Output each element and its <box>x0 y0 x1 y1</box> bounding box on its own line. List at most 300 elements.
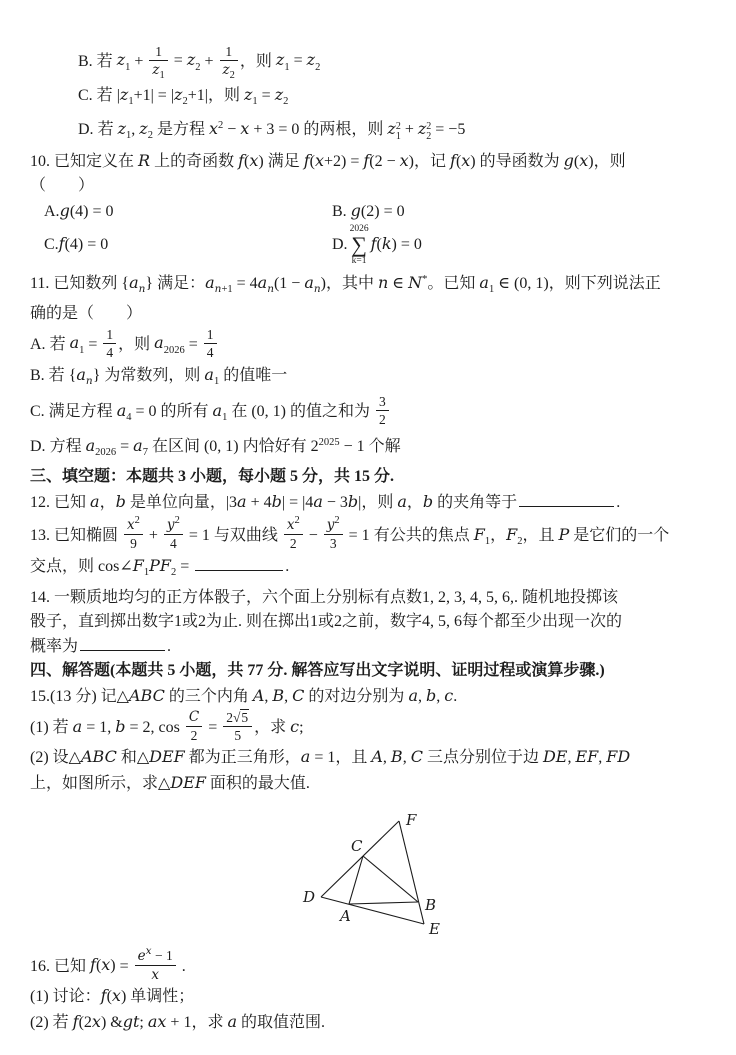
text-run: 2 <box>226 710 233 726</box>
text-run: 4 <box>206 344 214 360</box>
text-run: 1 <box>126 130 132 142</box>
text-run: 10. <box>30 152 54 170</box>
text-run: 内恰好有 <box>238 437 311 455</box>
math-run: c <box>290 717 300 737</box>
text-run: 的取值范围. <box>237 1013 326 1031</box>
text-run: 4 <box>169 536 177 552</box>
text-run: (2) 设△ <box>30 749 81 767</box>
fraction <box>149 44 167 82</box>
superscript <box>175 515 180 526</box>
sup-sub-stack: 2 1 <box>395 120 401 143</box>
math-run: = <box>204 719 222 737</box>
text-line-1 <box>30 44 702 82</box>
text-run: 2 <box>294 515 300 527</box>
math-run: n <box>138 282 146 295</box>
math-run: = <box>176 558 194 576</box>
text-run: 三点分别位于边 <box>422 749 543 767</box>
math-run: = 1 <box>184 526 210 544</box>
math-run: n <box>85 374 93 387</box>
fraction <box>164 515 183 551</box>
text-run: . <box>177 957 186 975</box>
fraction <box>186 709 202 743</box>
math-run: ABC <box>80 747 117 767</box>
math-run: = z <box>289 50 316 70</box>
text-run: 1 <box>106 326 114 342</box>
subscript <box>95 447 116 458</box>
text-run: − 1 <box>339 437 365 455</box>
fraction <box>376 394 389 427</box>
math-run: DE, EF, FD <box>542 747 631 767</box>
text-run: D. <box>332 235 348 253</box>
math-run: {a <box>68 364 86 384</box>
text-run: A. <box>44 202 60 220</box>
text-run: (1) 讨论： <box>30 988 101 1006</box>
math-run: +1| <box>187 86 208 104</box>
text-run: 1 <box>252 95 258 107</box>
text-run: 2 <box>147 130 153 142</box>
text-run: 1 <box>222 412 228 424</box>
text-run: 2 <box>174 515 180 527</box>
subscript <box>215 284 233 295</box>
math-run: a <box>90 491 100 511</box>
text-run: ，则 <box>361 493 398 511</box>
math-run: a <box>397 491 407 511</box>
math-run: f(x) <box>100 986 127 1006</box>
text-line-13 <box>30 431 702 464</box>
text-line-19 <box>30 610 702 633</box>
text-run: 的三个内角 <box>164 687 253 705</box>
text-run: cos∠ <box>98 558 133 576</box>
text-run: . <box>616 493 621 511</box>
math-run: a <box>116 401 127 421</box>
figure-edge <box>399 821 424 924</box>
vertex-label-C: C <box>351 836 363 855</box>
text-line-5 <box>30 174 702 197</box>
text-line-11 <box>30 363 702 393</box>
fraction <box>220 44 238 82</box>
math-run: = −5 <box>431 121 466 139</box>
text-run: ，求 <box>191 1013 228 1031</box>
math-run: n <box>214 282 222 295</box>
math-run: a <box>212 401 223 421</box>
text-run: 1 <box>159 69 165 81</box>
subscript <box>314 284 321 295</box>
text-run: 5 <box>241 710 249 726</box>
math-run: a <box>85 435 96 455</box>
math-run: z <box>243 84 253 104</box>
text-run: 是单位向量， <box>125 493 226 511</box>
math-run: = <box>184 335 202 353</box>
text-run: 13. <box>30 526 54 544</box>
option-col-left <box>44 199 332 223</box>
text-run: 确的是（ ） <box>30 305 143 323</box>
vertex-label-B: B <box>425 895 437 914</box>
text-run: 个解 <box>364 437 401 455</box>
vertex-label-E: E <box>429 919 440 938</box>
math-run: x <box>145 944 152 957</box>
text-run: 为常数列，则 <box>100 366 205 384</box>
superscript <box>135 515 140 526</box>
text-run: 12. <box>30 493 54 511</box>
text-run: 若 <box>96 86 117 104</box>
text-line-8 <box>30 268 702 301</box>
text-run: ∈ (0, 1) <box>494 274 549 292</box>
math-run: x <box>208 119 218 139</box>
text-run: ，其中 <box>325 274 378 292</box>
math-run: − 1 <box>151 947 173 963</box>
math-run: = z <box>257 84 284 104</box>
subscript <box>128 96 133 107</box>
text-run: 骰子，直到掷出数字1或2为止. 则在掷出1或2之前，数字4, 5, 6每个都至少出现一次的 <box>30 613 623 631</box>
text-run: 满足： <box>153 274 206 292</box>
fraction <box>284 515 303 551</box>
text-run: 4 <box>106 344 114 360</box>
math-run: = z <box>169 50 196 70</box>
text-run: 2 <box>334 515 340 527</box>
math-run: f(x) <box>450 150 476 170</box>
math-run: g(4) = 0 <box>59 200 114 220</box>
math-run: z <box>222 61 230 78</box>
subscript <box>252 96 257 107</box>
text-run: 和△ <box>116 749 150 767</box>
text-run: ， <box>490 526 507 544</box>
text-run: cos <box>158 719 184 737</box>
math-run: n <box>267 282 274 295</box>
text-run: 2 <box>310 437 319 455</box>
math-run: z <box>275 50 285 70</box>
vertex-label-F: F <box>406 810 417 829</box>
text-run: ，则 <box>118 335 155 353</box>
text-run: +1 <box>221 283 233 295</box>
math-run: = a <box>116 435 143 455</box>
subscript <box>164 344 185 355</box>
text-run: 与双曲线 <box>209 526 282 544</box>
text-run: 1 <box>484 535 491 547</box>
text-run: 11. <box>30 274 54 292</box>
text-run: 1 <box>125 61 131 73</box>
math-run: + <box>144 526 162 544</box>
text-run: 的值之和为 <box>286 403 375 421</box>
text-run: 若 <box>97 121 118 139</box>
subscript <box>86 376 93 387</box>
text-run: 上的奇函数 <box>150 152 239 170</box>
text-run: ，则下列说法正 <box>548 274 661 292</box>
text-line-25 <box>30 771 702 795</box>
triangle-figure-svg <box>296 799 481 939</box>
figure-edge <box>363 856 418 902</box>
text-line-17 <box>30 554 702 584</box>
text-run: 若 <box>49 335 70 353</box>
math-run: F <box>473 524 485 544</box>
subscript <box>230 70 235 81</box>
math-run: F <box>132 556 144 576</box>
math-run: f(x+2) = f(2 − x) <box>303 150 414 170</box>
math-run: } <box>145 274 154 292</box>
text-run: 15.(13 分) 记△ <box>30 687 129 705</box>
math-run: x <box>286 517 295 534</box>
text-line-4 <box>30 149 702 173</box>
text-run: 2026 <box>95 446 117 458</box>
math-run: a = 1, b = 2, <box>72 717 159 737</box>
text-run: ，则 <box>207 86 244 104</box>
text-run: 16. <box>30 957 54 975</box>
fraction <box>103 327 116 360</box>
math-run: a <box>69 333 80 353</box>
text-run: ∈ <box>388 274 409 292</box>
text-run: 已知数列 <box>53 274 122 292</box>
superscript <box>334 515 339 526</box>
math-run: = 0 <box>131 403 157 421</box>
text-run: C. <box>30 403 49 421</box>
text-line-12 <box>30 394 702 429</box>
figure-edge <box>321 821 399 897</box>
math-run: a, b, c <box>408 685 454 705</box>
math-run: N <box>408 272 423 292</box>
math-run: ) <box>320 274 326 292</box>
subscript <box>315 61 320 72</box>
math-run: e <box>137 947 146 964</box>
text-run: 已知定义在 <box>54 152 139 170</box>
text-run: (2) 若 <box>30 1013 73 1031</box>
text-run: 2 <box>517 535 523 547</box>
text-run: (1) 若 <box>30 719 73 737</box>
math-run: PF <box>149 556 171 576</box>
text-run: B. <box>78 52 97 70</box>
text-run: 1 <box>206 326 214 342</box>
superscript <box>319 437 340 448</box>
text-run: ，且 <box>335 749 372 767</box>
math-run: x <box>151 966 159 983</box>
text-line-2 <box>30 83 702 113</box>
text-run: 的夹角等于 <box>433 493 518 511</box>
text-run: ，则 <box>593 152 626 170</box>
math-run: a <box>204 364 214 384</box>
text-run: 2 <box>283 95 289 107</box>
text-line-28 <box>30 984 702 1008</box>
text-run: 的导函数为 <box>475 152 564 170</box>
sup-sub-stack: 2 2 <box>426 120 432 143</box>
text-run: 有公共的焦点 <box>369 526 474 544</box>
text-run: . <box>453 687 458 705</box>
math-run: z <box>387 119 396 139</box>
fraction <box>204 327 217 360</box>
math-run: x <box>127 517 135 534</box>
subscript <box>267 284 274 295</box>
text-run: 2 <box>218 120 224 132</box>
text-line-3 <box>30 114 702 147</box>
math-run: b <box>115 491 126 511</box>
text-line-9 <box>30 302 702 325</box>
text-run: 若 <box>96 52 117 70</box>
math-run: + <box>200 52 218 70</box>
math-run: A, B, C <box>252 685 305 705</box>
text-run: 1 <box>225 43 233 59</box>
math-run: P <box>558 524 570 544</box>
math-run: + z <box>400 119 427 139</box>
text-run: 2 <box>182 95 188 107</box>
text-run: 1 <box>79 344 85 356</box>
math-run: ABC <box>128 685 165 705</box>
math-run: = 4a <box>232 272 268 292</box>
text-line-7 <box>30 224 702 266</box>
text-run: 已知 <box>54 493 91 511</box>
math-run: DEF <box>149 747 185 767</box>
text-run: 2 <box>229 69 235 81</box>
math-run: z <box>117 119 127 139</box>
text-run: 3 <box>329 536 337 552</box>
fraction <box>223 710 252 743</box>
math-run: − <box>304 526 322 544</box>
text-run: 的值唯一 <box>219 366 288 384</box>
math-run: F <box>506 524 518 544</box>
math-run: y <box>326 517 335 534</box>
answer-blank <box>519 491 614 507</box>
math-run: {a <box>121 272 139 292</box>
text-run: 上，如图所示，求△ <box>30 774 171 792</box>
math-run: = <box>84 335 102 353</box>
text-run: 单调性； <box>126 988 195 1006</box>
text-run: 。已知 <box>427 274 480 292</box>
text-run: ， <box>99 493 116 511</box>
text-run: ，则 <box>239 52 276 70</box>
math-run: f(x) <box>90 955 116 975</box>
math-run: − x + 3 = 0 <box>223 119 304 139</box>
text-run: 的对边分别为 <box>304 687 409 705</box>
text-run: 1 <box>143 567 150 579</box>
text-run: D. <box>78 121 98 139</box>
text-run: 是方程 <box>152 121 209 139</box>
text-run: C. <box>44 235 59 253</box>
math-run: b <box>422 491 434 511</box>
text-line-20 <box>30 635 702 658</box>
text-run: 1 <box>155 43 162 59</box>
superscript <box>294 515 299 526</box>
text-run: （ ） <box>30 177 95 195</box>
text-run: 5 <box>234 728 242 744</box>
text-run: 7 <box>142 446 148 458</box>
math-run: f(4) = 0 <box>58 233 109 253</box>
math-run: g(2) = 0 <box>350 200 405 220</box>
text-run: 面积的最大值. <box>205 774 310 792</box>
math-run: n <box>377 272 389 292</box>
fraction <box>135 946 176 983</box>
math-run: a <box>154 333 164 353</box>
text-run: 已知 <box>54 957 91 975</box>
text-line-22 <box>30 684 702 708</box>
square-root: √5 <box>232 710 249 726</box>
math-run: f(2x) &gt; ax + 1 <box>72 1011 192 1031</box>
text-run: 交点，则 <box>30 558 99 576</box>
text-run: 4 <box>126 412 132 424</box>
summation-symbol: 2026 ∑ k=1 <box>349 224 369 266</box>
option-col-right <box>332 224 422 266</box>
text-run: 1 <box>128 95 134 107</box>
text-run: 2 <box>379 412 386 428</box>
text-run: 在 <box>227 403 252 421</box>
math-run: |3a + 4b| = |4a − 3b| <box>225 491 362 511</box>
math-run: a <box>227 1011 238 1031</box>
text-run: 14. <box>30 588 54 606</box>
text-run: 2026 <box>163 344 185 356</box>
text-run: 9 <box>130 536 137 552</box>
text-run: 2025 <box>318 436 340 448</box>
text-run: 满足方程 <box>48 403 117 421</box>
math-run: C <box>188 709 200 726</box>
text-run: 2 <box>315 61 321 73</box>
math-run: R <box>138 150 151 170</box>
text-run: ; <box>299 719 304 737</box>
math-run: +1| = |z <box>133 84 183 104</box>
text-run: 都为正三角形， <box>184 749 301 767</box>
text-run: 若 <box>48 366 69 384</box>
fraction <box>324 515 343 551</box>
math-run: A, B, C <box>371 747 423 767</box>
text-line-6 <box>30 199 702 223</box>
text-line-24 <box>30 745 702 769</box>
subscript <box>284 61 289 72</box>
text-line-10 <box>30 327 702 362</box>
triangle-figure <box>296 799 702 944</box>
subscript <box>160 70 165 81</box>
text-run: 满足 <box>263 152 304 170</box>
math-run: |z <box>116 84 129 104</box>
text-run: 2 <box>195 61 201 73</box>
math-run: f(x) <box>238 150 264 170</box>
text-run: 方程 <box>49 437 86 455</box>
math-run: y <box>166 517 175 534</box>
answer-blank <box>195 555 283 571</box>
math-run: } <box>92 366 101 384</box>
text-run: * <box>422 273 428 285</box>
text-line-16 <box>30 515 702 553</box>
math-run: z <box>116 50 126 70</box>
math-run: (1 − a <box>273 272 314 292</box>
text-run: 2 <box>289 536 297 552</box>
text-run: B. <box>30 366 49 384</box>
math-run: a = 1 <box>300 747 336 767</box>
vertex-label-D: D <box>303 887 316 906</box>
math-run: n <box>313 282 321 295</box>
text-run: 在区间 <box>147 437 204 455</box>
text-run: 1 <box>488 283 495 295</box>
text-run: (0, 1) <box>203 437 239 455</box>
text-run: 2 <box>134 515 140 527</box>
text-run: 3 <box>379 394 386 410</box>
text-run: 的所有 <box>156 403 213 421</box>
option-col-left <box>44 232 332 256</box>
text-run: 的两根，则 <box>303 121 388 139</box>
text-line-15 <box>30 490 702 514</box>
text-run: 1 <box>213 375 220 387</box>
math-run: = 1 <box>344 526 370 544</box>
text-run: ， <box>406 493 423 511</box>
text-run: 一颗质地均匀的正方体骰子，六个面上分别标有点数1, 2, 3, 4, 5, 6,. 随机地投掷该 <box>54 588 619 606</box>
text-run: 2 <box>190 728 198 744</box>
text-run: A. <box>30 335 50 353</box>
text-line-23 <box>30 709 702 743</box>
text-run: ，记 <box>414 152 451 170</box>
text-run: C. <box>78 86 97 104</box>
math-run: a <box>479 272 489 292</box>
subscript <box>283 96 288 107</box>
figure-edge <box>349 902 418 904</box>
text-run: 已知椭圆 <box>54 526 123 544</box>
math-run: g(x) <box>563 150 594 170</box>
math-run: DEF <box>170 772 206 792</box>
answer-blank <box>80 635 165 651</box>
text-run: 概率为 <box>30 637 79 655</box>
math-run: , z <box>131 119 148 139</box>
